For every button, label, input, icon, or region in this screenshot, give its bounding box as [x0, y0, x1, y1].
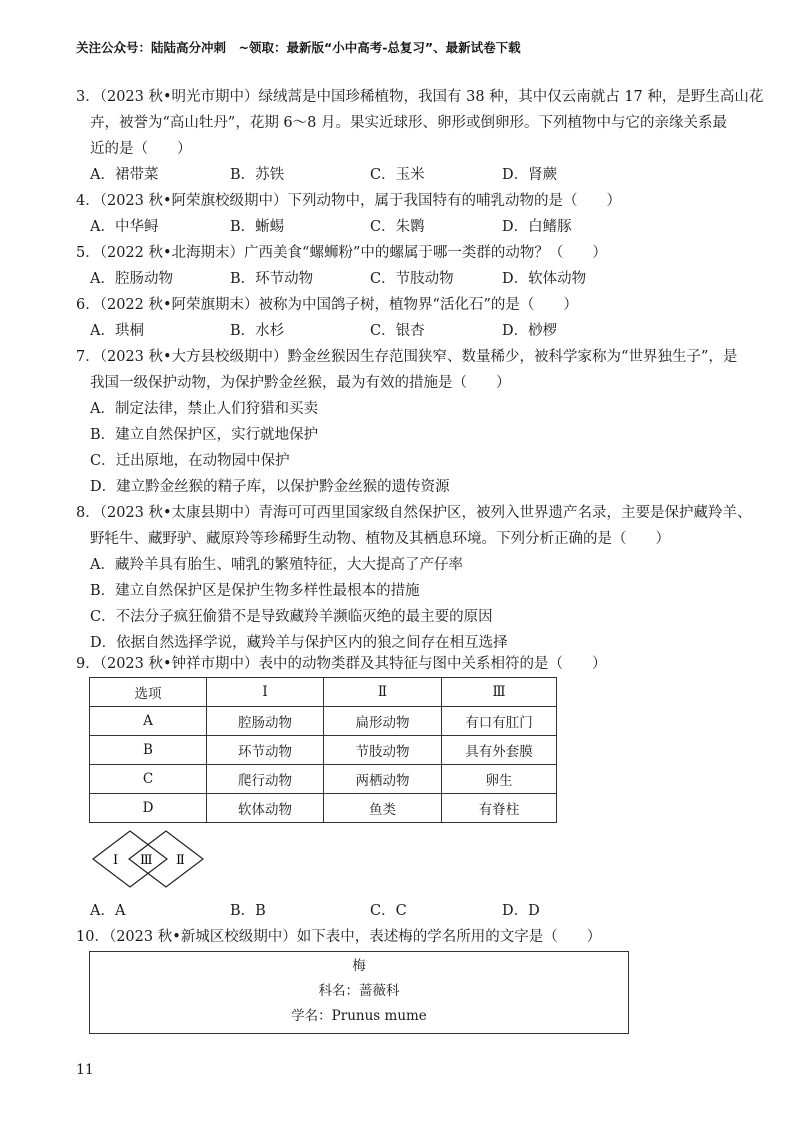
- table-cell: 卵生: [442, 765, 557, 794]
- table-cell: 软体动物: [207, 794, 324, 823]
- option-b[interactable]: B．蜥蜴: [230, 219, 285, 235]
- option-d[interactable]: D．软体动物: [502, 271, 587, 287]
- diagram-label-i: Ⅰ: [113, 853, 119, 868]
- question-5-line-1: 5．（2022 秋•北海期末）广西美食“螺蛳粉”中的螺属于哪一类群的动物？（ ）: [76, 245, 607, 261]
- table-cell: A: [90, 707, 207, 736]
- table-cell: 爬行动物: [207, 765, 324, 794]
- question-7-line-2: 我国一级保护动物，为保护黔金丝猴，最为有效的措施是（ ）: [90, 375, 511, 391]
- table-row: [90, 707, 557, 736]
- table-header-cell: Ⅰ: [207, 678, 324, 707]
- option-d[interactable]: D．白鳍豚: [502, 219, 572, 235]
- option-d[interactable]: D．建立黔金丝猴的精子库，以保护黔金丝猴的遗传资源: [90, 479, 450, 495]
- option-c[interactable]: C．玉米: [370, 167, 425, 183]
- question-3-line-2: 卉，被誉为“高山牡丹”，花期 6～8 月。果实近球形、卵形或倒卵形。下列植物中与它的亲缘关系最: [90, 115, 727, 131]
- overlap-diagram: [90, 826, 220, 896]
- option-c[interactable]: C．银杏: [370, 323, 425, 339]
- question-3-line-1: 3．（2023 秋•明光市期中）绿绒蒿是中国珍稀植物，我国有 38 种，其中仅云南就占 17 种，是野生高山花: [76, 89, 764, 105]
- option-a[interactable]: A．裙带菜: [90, 167, 159, 183]
- box-scientific-name: 学名：Prunus mume: [291, 1008, 427, 1024]
- option-c[interactable]: C．迁出原地，在动物园中保护: [90, 453, 290, 469]
- question-9-table: [89, 677, 557, 823]
- option-a[interactable]: A．腔肠动物: [90, 271, 173, 287]
- question-6-line-1: 6．（2022 秋•阿荣旗期末）被称为中国鸽子树，植物界“活化石”的是（ ）: [76, 297, 578, 313]
- option-a[interactable]: A．A: [90, 903, 126, 919]
- question-7-line-1: 7．（2023 秋•大方县校级期中）黔金丝猴因生存范围狭窄、数量稀少，被科学家称为“世界独生子”，是: [76, 349, 738, 365]
- table-cell: 节肢动物: [324, 736, 442, 765]
- question-8-line-1: 8．（2023 秋•太康县期中）青海可可西里国家级自然保护区，被列入世界遗产名录，主要是保护藏羚羊、: [76, 505, 752, 521]
- table-row: [90, 794, 557, 823]
- option-b[interactable]: B．苏铁: [230, 167, 285, 183]
- table-row: [90, 765, 557, 794]
- table-cell: C: [90, 765, 207, 794]
- option-c[interactable]: C．C: [370, 903, 407, 919]
- diagram-label-iii: Ⅲ: [140, 853, 153, 868]
- table-cell: 具有外套膜: [442, 736, 557, 765]
- box-family-name: 科名：蔷薇科: [318, 983, 400, 999]
- option-c[interactable]: C．朱鹮: [370, 219, 425, 235]
- box-title: 梅: [352, 958, 366, 974]
- table-cell: 扁形动物: [324, 707, 442, 736]
- question-8-line-2: 野牦牛、藏野驴、藏原羚等珍稀野生动物、植物及其栖息环境。下列分析正确的是（ ）: [90, 531, 670, 547]
- table-cell: D: [90, 794, 207, 823]
- question-3-line-3: 近的是（ ）: [90, 141, 192, 157]
- table-cell: B: [90, 736, 207, 765]
- table-cell: 鱼类: [324, 794, 442, 823]
- table-cell: 有口有肛门: [442, 707, 557, 736]
- option-b[interactable]: B．水杉: [230, 323, 285, 339]
- option-d[interactable]: D．肾蕨: [502, 167, 558, 183]
- option-a[interactable]: A．制定法律，禁止人们狩猎和买卖: [90, 401, 318, 417]
- table-cell: 有脊柱: [442, 794, 557, 823]
- option-d[interactable]: D．桫椤: [502, 323, 558, 339]
- option-a[interactable]: A．中华鲟: [90, 219, 159, 235]
- table-header-cell: Ⅱ: [324, 678, 442, 707]
- page-number: 11: [76, 1062, 94, 1078]
- plum-name-box: [89, 951, 629, 1034]
- option-b[interactable]: B．建立自然保护区，实行就地保护: [90, 427, 319, 443]
- question-4-line-1: 4．（2023 秋•阿荣旗校级期中）下列动物中，属于我国特有的哺乳动物的是（ ）: [76, 193, 622, 209]
- option-b[interactable]: B．环节动物: [230, 271, 314, 287]
- table-cell: 腔肠动物: [207, 707, 324, 736]
- diamond-i: [93, 831, 167, 887]
- diagram-label-ii: Ⅱ: [176, 853, 185, 868]
- option-b[interactable]: B．B: [230, 903, 266, 919]
- table-header-cell: Ⅲ: [442, 678, 557, 707]
- option-a[interactable]: A．珙桐: [90, 323, 144, 339]
- question-9-line-1: 9．（2023 秋•钟祥市期中）表中的动物类群及其特征与图中关系相符的是（ ）: [76, 656, 607, 672]
- table-header-cell: 选项: [90, 678, 207, 707]
- table-cell: 两栖动物: [324, 765, 442, 794]
- option-d[interactable]: D．依据自然选择学说，藏羚羊与保护区内的狼之间存在相互选择: [90, 635, 508, 651]
- table-row: [90, 736, 557, 765]
- option-b[interactable]: B．建立自然保护区是保护生物多样性最根本的措施: [90, 583, 420, 599]
- question-10-line-1: 10．（2023 秋•新城区校级期中）如下表中，表述梅的学名所用的文字是（ ）: [76, 929, 602, 945]
- option-c[interactable]: C．不法分子疯狂偷猎不是导致藏羚羊濒临灭绝的最主要的原因: [90, 609, 493, 625]
- option-a[interactable]: A．藏羚羊具有胎生、哺乳的繁殖特征，大大提高了产仔率: [90, 557, 463, 573]
- page-header: 关注公众号：陆陆高分冲刺 ~领取：最新版“小中高考-总复习”、最新试卷下载: [76, 40, 521, 55]
- option-d[interactable]: D．D: [502, 903, 540, 919]
- table-header-row: [90, 678, 557, 707]
- table-cell: 环节动物: [207, 736, 324, 765]
- option-c[interactable]: C．节肢动物: [370, 271, 454, 287]
